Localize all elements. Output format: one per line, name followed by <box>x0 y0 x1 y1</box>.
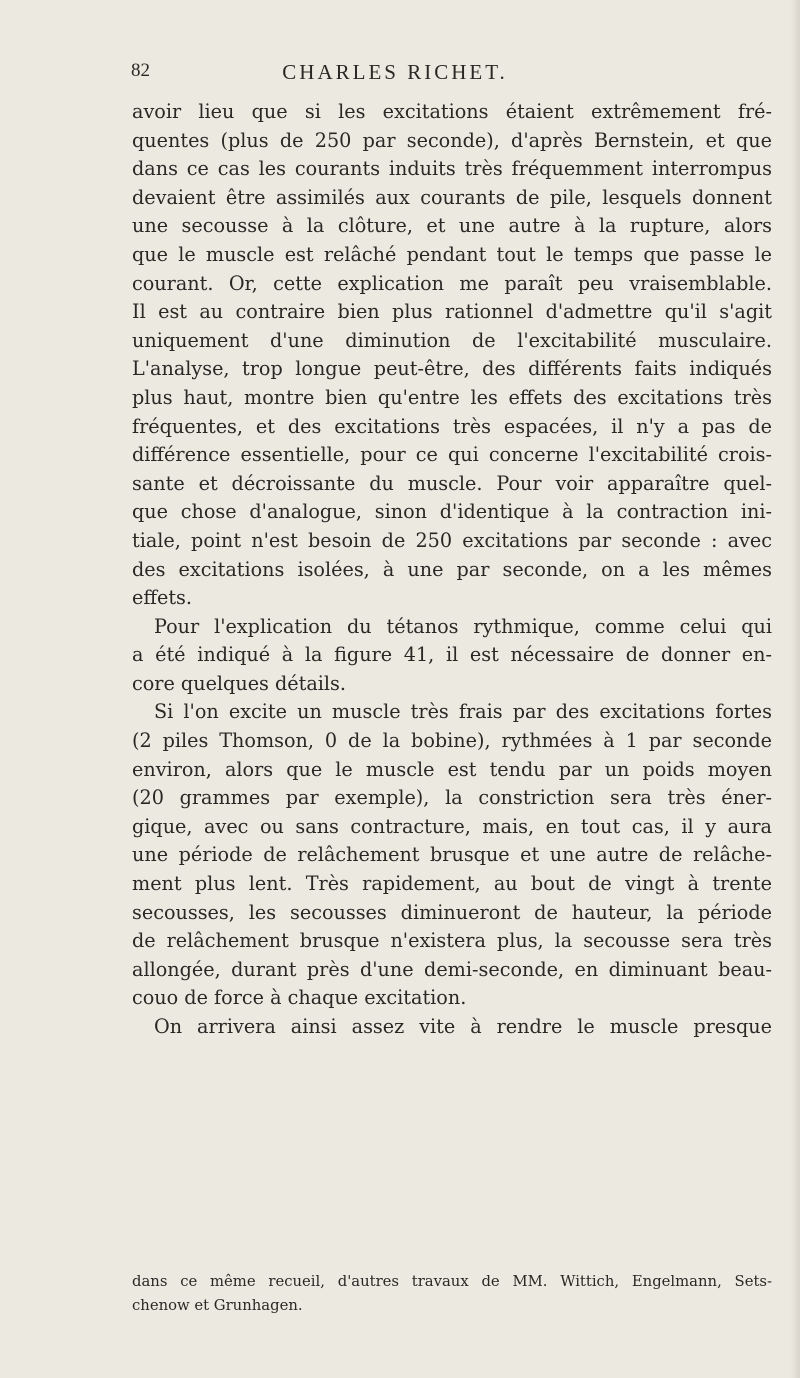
text-line: avoir lieu que si les excitations étaient extrêmement fré- <box>132 100 772 123</box>
text-line: (2 piles Thomson, 0 de la bobine), rythmées à 1 par seconde <box>132 729 772 753</box>
text-line: On arrivera ainsi assez vite à rendre le muscle presque <box>154 1015 772 1038</box>
text-line: fréquentes, et des excitations très espacées, il n'y a pas de <box>132 414 772 438</box>
text-line: différence essentielle, pour ce qui concerne l'excitabilité crois- <box>132 443 772 467</box>
text-line: que le muscle est relâché pendant tout le temps que passe le <box>132 242 772 266</box>
text-line: L'analyse, trop longue peut-être, des différents faits indiqués <box>132 357 772 381</box>
text-line: environ, alors que le muscle est tendu par un poids moyen <box>132 757 772 781</box>
text-line: de relâchement brusque n'existera plus, la secousse sera très <box>132 929 772 953</box>
text-line: ment plus lent. Très rapidement, au bout de vingt à trente <box>132 872 772 896</box>
text-line: Il est au contraire bien plus rationnel d'admettre qu'il s'agit <box>132 300 772 324</box>
page-number: 82 <box>131 60 150 81</box>
running-head: CHARLES RICHET. <box>282 60 508 84</box>
text-line: une période de relâchement brusque et une autre de relâche- <box>132 843 772 867</box>
text-line: couo de force à chaque excitation. <box>132 986 467 1010</box>
text-line: plus haut, montre bien qu'entre les effets des excitations très <box>132 385 772 409</box>
text-line: des excitations isolées, à une par seconde, on a les mêmes <box>132 557 772 581</box>
page-header <box>0 60 800 90</box>
text-line: quentes (plus de 250 par seconde), d'après Bernstein, et que <box>132 128 772 152</box>
footnote-line: dans ce même recueil, d'autres travaux de MM. Wittich, Engelmann, Sets- <box>132 1273 772 1290</box>
text-line: sante et décroissante du muscle. Pour voir apparaître quel- <box>132 471 772 495</box>
text-line: gique, avec ou sans contracture, mais, en tout cas, il y aura <box>132 814 772 838</box>
text-line: que chose d'analogue, sinon d'identique à la contraction ini- <box>132 500 772 524</box>
footnote <box>132 1270 772 1318</box>
text-line: effets. <box>132 586 192 610</box>
text-line: (20 grammes par exemple), la constriction sera très éner- <box>132 786 772 810</box>
footnote-line: chenow et Grunhagen. <box>132 1297 303 1314</box>
text-line: uniquement d'une diminution de l'excitabilité musculaire. <box>132 328 772 352</box>
text-line: tiale, point n'est besoin de 250 excitations par seconde : avec <box>132 528 772 552</box>
text-line: Pour l'explication du tétanos rythmique, comme celui qui <box>154 614 772 638</box>
text-line: a été indiqué à la figure 41, il est nécessaire de donner en- <box>132 643 772 667</box>
text-line: secousses, les secousses diminueront de hauteur, la période <box>132 900 772 924</box>
text-line: courant. Or, cette explication me paraît peu vraisemblable. <box>132 271 772 295</box>
text-line: une secousse à la clôture, et une autre à la rupture, alors <box>132 214 772 238</box>
text-line: Si l'on excite un muscle très frais par des excitations fortes <box>154 700 772 724</box>
body-text <box>132 98 772 1042</box>
text-line: dans ce cas les courants induits très fréquemment interrompus <box>132 157 772 181</box>
text-line: allongée, durant près d'une demi-seconde, en diminuant beau- <box>132 957 772 981</box>
text-line: devaient être assimilés aux courants de pile, lesquels donnent <box>132 185 772 209</box>
page-edge-shadow <box>790 0 800 1378</box>
text-line: core quelques détails. <box>132 671 347 695</box>
